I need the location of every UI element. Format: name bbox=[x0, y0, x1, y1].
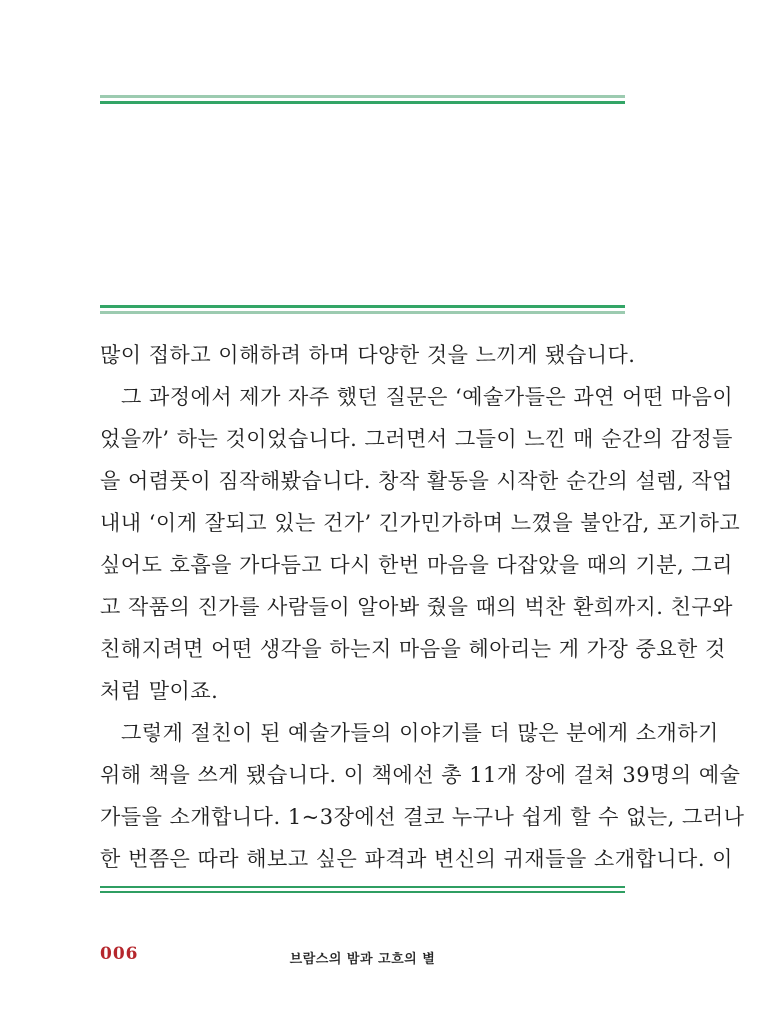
body-line: 을 어렴풋이 짐작해봤습니다. 창작 활동을 시작한 순간의 설렘, 작업 bbox=[100, 469, 733, 493]
running-book-title: 브람스의 밤과 고흐의 별 bbox=[289, 952, 436, 967]
mid-double-rule bbox=[100, 305, 625, 314]
bottom-double-rule bbox=[100, 886, 625, 893]
page-number: 006 bbox=[100, 944, 139, 964]
rule-line-dark bbox=[100, 101, 625, 104]
body-line: 그렇게 절친이 된 예술가들의 이야기를 더 많은 분에게 소개하기 bbox=[121, 721, 719, 745]
body-line: 처럼 말이죠. bbox=[100, 679, 219, 703]
body-line: 많이 접하고 이해하려 하며 다양한 것을 느끼게 됐습니다. bbox=[100, 343, 636, 367]
body-line: 었을까’ 하는 것이었습니다. 그러면서 그들이 느낀 매 순간의 감정들 bbox=[100, 427, 733, 451]
body-line: 한 번쯤은 따라 해보고 싶은 파격과 변신의 귀재들을 소개합니다. 이 bbox=[100, 847, 733, 871]
rule-line-thin bbox=[100, 891, 625, 893]
body-line: 고 작품의 진가를 사람들이 알아봐 줬을 때의 벅찬 환희까지. 친구와 bbox=[100, 595, 733, 619]
body-line: 위해 책을 쓰게 됐습니다. 이 책에선 총 11개 장에 걸쳐 39명의 예술 bbox=[100, 763, 741, 787]
top-double-rule bbox=[100, 95, 625, 104]
body-line: 싶어도 호흡을 가다듬고 다시 한번 마음을 다잡았을 때의 기분, 그리 bbox=[100, 553, 733, 577]
body-line: 그 과정에서 제가 자주 했던 질문은 ‘예술가들은 과연 어떤 마음이 bbox=[121, 385, 734, 409]
body-line: 내내 ‘이게 잘되고 있는 건가’ 긴가민가하며 느꼈을 불안감, 포기하고 bbox=[100, 511, 741, 535]
body-line: 친해지려면 어떤 생각을 하는지 마음을 헤아리는 게 가장 중요한 것 bbox=[100, 637, 726, 661]
body-line: 가들을 소개합니다. 1~3장에선 결코 누구나 쉽게 할 수 없는, 그러나 bbox=[100, 805, 745, 829]
rule-line-light bbox=[100, 311, 625, 314]
body-text-block bbox=[100, 334, 745, 880]
